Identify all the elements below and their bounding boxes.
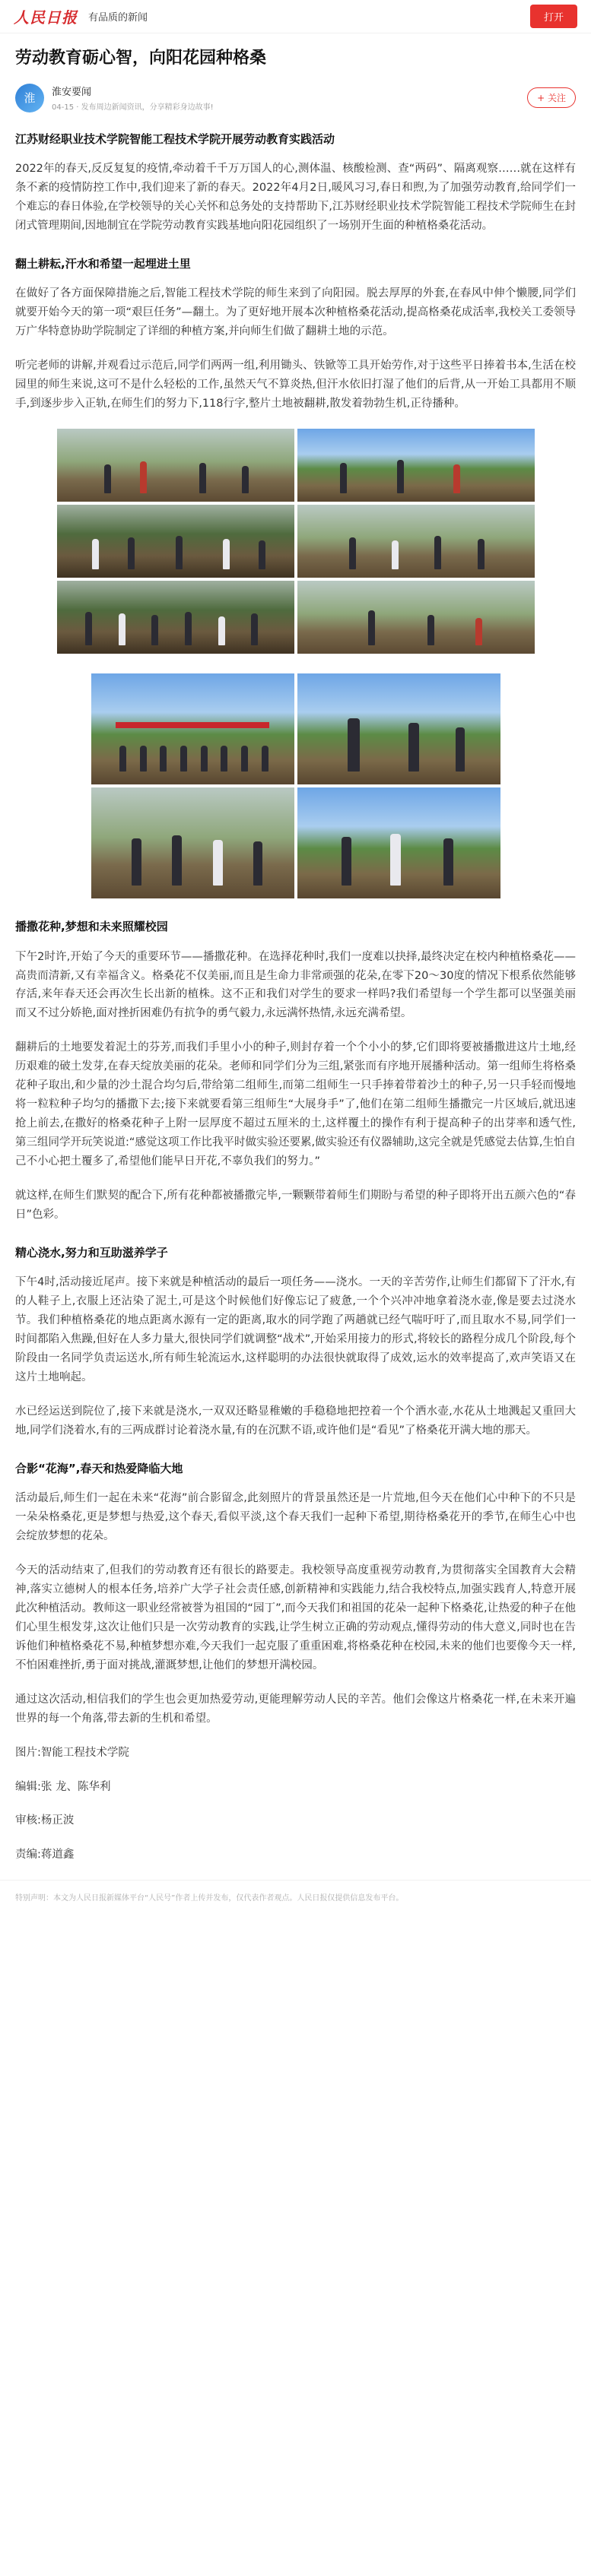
brand-slogan: 有品质的新闻	[88, 12, 148, 24]
section-paragraph: 在做好了各方面保障措施之后,智能工程技术学院的师生来到了向阳园。脱去厚厚的外套,在春风中伸个懒腰,同学们就要开始今天的第一项“艰巨任务”—翻土。为了更好地开展本次种植格桑花活动,提高格桑花成活率,我校关工委领导万广华特意协助学院制定了详细的种植方案,并向师生们做了翻耕土地的示范。	[15, 287, 576, 338]
intro-paragraph: 2022年的春天,反反复复的疫情,牵动着千千万万国人的心,测体温、核酸检测、查“两码”、隔离观察……就在这样有条不紊的疫情防控工作中,我们迎来了新的春天。2022年4月2日,暖风习习,春日和煦,为了加强劳动教育,给同学们一个难忘的春日体验,在学校领导的关心关怀和总务处的支持帮助下,江苏财经职业技术学院智能工程技术学院师生在封闭式管理期间,因地制宜在学院劳动教育实践基地向阳花园组织了一场别开生面的种植格桑花活动。	[15, 163, 576, 232]
photo-grid-digging	[57, 429, 535, 654]
section-paragraph: 下午4时,活动接近尾声。接下来就是种植活动的最后一项任务——浇水。一天的辛苦劳作,让师生们都留下了汗水,有的人鞋子上,衣服上还沾染了泥土,可是这个时候他们好像忘记了疲惫,一个个兴冲冲地拿着浇水壶,像是要去过浇水节。我们种植格桑花的地点距离水源有一定的距离,取水的同学跑了两趟就已经气喘吁吁了,而且取水不易,同学们一时间都陷入焦躁,但好在人多力量大,很快同学们就调整“战术”,开始采用接力的形式,将较长的路程分成几个阶段,每个阶段由一名同学负责运送水,所有师生轮流运水,这样聪明的办法很快就取得了成效,运水的效率提高了,欢声笑语又在这片土地响起。	[15, 1276, 576, 1383]
activity-photo[interactable]	[297, 787, 500, 898]
section-paragraph: 水已经运送到院位了,接下来就是浇水,一双双还略显稚嫩的手稳稳地把控着一个个洒水壶,水花从土地溅起又重回大地,同学们浇着水,有的三两成群讨论着浇水量,有的在沉默不语,或许他们是“看见”了格桑花开满大地的那天。	[15, 1405, 576, 1437]
activity-photo[interactable]	[57, 581, 294, 654]
activity-photo[interactable]	[297, 673, 500, 784]
author-meta: 04-15 · 发布周边新闻资讯，分享精彩身边故事!	[52, 103, 214, 112]
top-bar	[0, 0, 591, 33]
section-paragraph: 听完老师的讲解,并观看过示范后,同学们两两一组,利用锄头、铁锨等工具开始劳作,对于这些平日捧着书本,生活在校园里的师生来说,这可不是什么轻松的工作,虽然天气不算炎热,但汗水依旧打湿了他们的后背,从一开始工具都用不顺手,到逐步步入正轨,在师生们的努力下,118行字,整片土地被翻耕,散发着勃勃生机,正待播种。	[15, 360, 576, 410]
activity-photo[interactable]	[57, 505, 294, 578]
group-photo[interactable]	[91, 673, 294, 784]
section-paragraph: 就这样,在师生们默契的配合下,所有花种都被播撒完毕,一颗颗带着师生们期盼与希望的种子即将开出五颜六色的“春日”色彩。	[15, 1189, 576, 1221]
lead-heading: 江苏财经职业技术学院智能工程技术学院开展劳动教育实践活动	[15, 131, 335, 146]
article-body	[0, 131, 591, 1865]
author-name[interactable]: 淮安要闻	[52, 87, 92, 99]
avatar-text: 淮	[24, 91, 36, 106]
section-heading: 精心浇水,努力和互助滋养学子	[15, 1245, 168, 1259]
article-title: 劳动教育砺心智，向阳花园种格桑	[15, 49, 267, 68]
author-bar	[0, 79, 591, 123]
credit-line: 审核:杨正波	[15, 1814, 75, 1827]
section-paragraph: 活动最后,师生们一起在未来“花海”前合影留念,此刻照片的背景虽然还是一片荒地,但今天在他们心中种下的不只是一朵朵格桑花,更是梦想与热爱,这个春天,看似平淡,这个春天我们一起种下希望,期待格桑花开的季节,在师生心中也会绽放梦想的花朵。	[15, 1492, 576, 1543]
open-app-button[interactable]: 打开	[530, 5, 577, 28]
credit-line: 责编:蒋道鑫	[15, 1849, 75, 1862]
activity-photo[interactable]	[297, 429, 535, 502]
section-paragraph: 今天的活动结束了,但我们的劳动教育还有很长的路要走。我校领导高度重视劳动教育,为贯彻落实全国教育大会精神,落实立德树人的根本任务,培养广大学子社会责任感,创新精神和实践能力,结合我校特点,加强实践育人,特意开展此次种植活动。教师这一职业经常被誉为祖国的“园丁”,而今天我们和祖国的花朵一起种下格桑花,让热爱的种子在他们心里生根发芽,这次让他们只是一次劳动教育的实践,让学生树立正确的劳动观点,懂得劳动的伟大意义,同时也在告诉他们种植格桑花不易,种植梦想亦难,今天我们一起克服了重重困难,将格桑花种在校园,未来的他们也要像今天一样,不怕困难挫折,勇于面对挑战,灌溉梦想,让他们的梦想开满校园。	[15, 1564, 576, 1671]
section-paragraph: 下午2时许,开始了今天的重要环节——播撒花种。在选择花种时,我们一度难以抉择,最终决定在校内种植格桑花——高贵而清新,又有幸福含义。格桑花不仅美丽,而且是生命力非常顽强的花朵,在零下20～30度的情况下根系依然能够存活,来年春天还会再次生长出新的植株。这不正和我们对学生的要求一样吗?我们希望每一个学生都可以坚强美丽而又不过分娇艳,面对挫折困难仍有抗争的勇气毅力,永远满怀热情,永远充满希望。	[15, 950, 576, 1020]
section-paragraph: 翻耕后的土地要发着泥土的芬芳,而我们手里小小的种子,则封存着一个个小小的梦,它们即将要被播撒进这片土地,经历艰难的破土发芽,在春天绽放美丽的花朵。老师和同学们分为三组,紧张而有序地开展播种活动。第一组师生将格桑花种子取出,和少量的沙土混合均匀后,带给第二组师生,而第二组师生一只手捧着带着沙土的种子,另一只手轻而慢地将一粒粒种子均匀的播撒下去;接下来就要看第三组师生“大展身手”了,他们在第二组师生播撒完一片区域后,就迅速抢上前去,在撒好的格桑花种子上附一层厚度不超过五厘米的土,这样覆土的操作有利于提高种子的出芽率和透气性,第三组同学开玩笑说道:“感觉这项工作比我平时做实验还要累,做实验还有仪器辅助,这完全就是凭感觉去估算,生怕自己不小心把土覆多了,希望他们能早日开花,不辜负我们的努力。”	[15, 1041, 576, 1168]
author-avatar[interactable]	[15, 84, 44, 112]
footer-disclaimer: 特别声明：本文为人民日报新媒体平台“人民号”作者上传并发布，仅代表作者观点。人民日报仅提供信息发布平台。	[0, 1880, 591, 1913]
credit-line: 编辑:张 龙、陈华利	[15, 1780, 111, 1793]
brand-logo[interactable]: 人民日报	[14, 8, 78, 27]
credit-line: 图片:智能工程技术学院	[15, 1746, 129, 1759]
photo-grid-group	[91, 673, 500, 898]
activity-photo[interactable]	[297, 505, 535, 578]
follow-button[interactable]: + 关注	[527, 87, 576, 108]
section-heading: 合影“花海”,春天和热爱降临大地	[15, 1461, 183, 1475]
author-info	[52, 84, 214, 112]
section-paragraph: 通过这次活动,相信我们的学生也会更加热爱劳动,更能理解劳动人民的辛苦。他们会像这片格桑花一样,在未来开遍世界的每一个角落,带去新的生机和希望。	[15, 1693, 576, 1725]
activity-photo[interactable]	[297, 581, 535, 654]
activity-photo[interactable]	[91, 787, 294, 898]
activity-photo[interactable]	[57, 429, 294, 502]
section-heading: 播撒花种,梦想和未来照耀校园	[15, 920, 168, 934]
section-heading: 翻土耕耘,汗水和希望一起埋进土里	[15, 256, 191, 271]
